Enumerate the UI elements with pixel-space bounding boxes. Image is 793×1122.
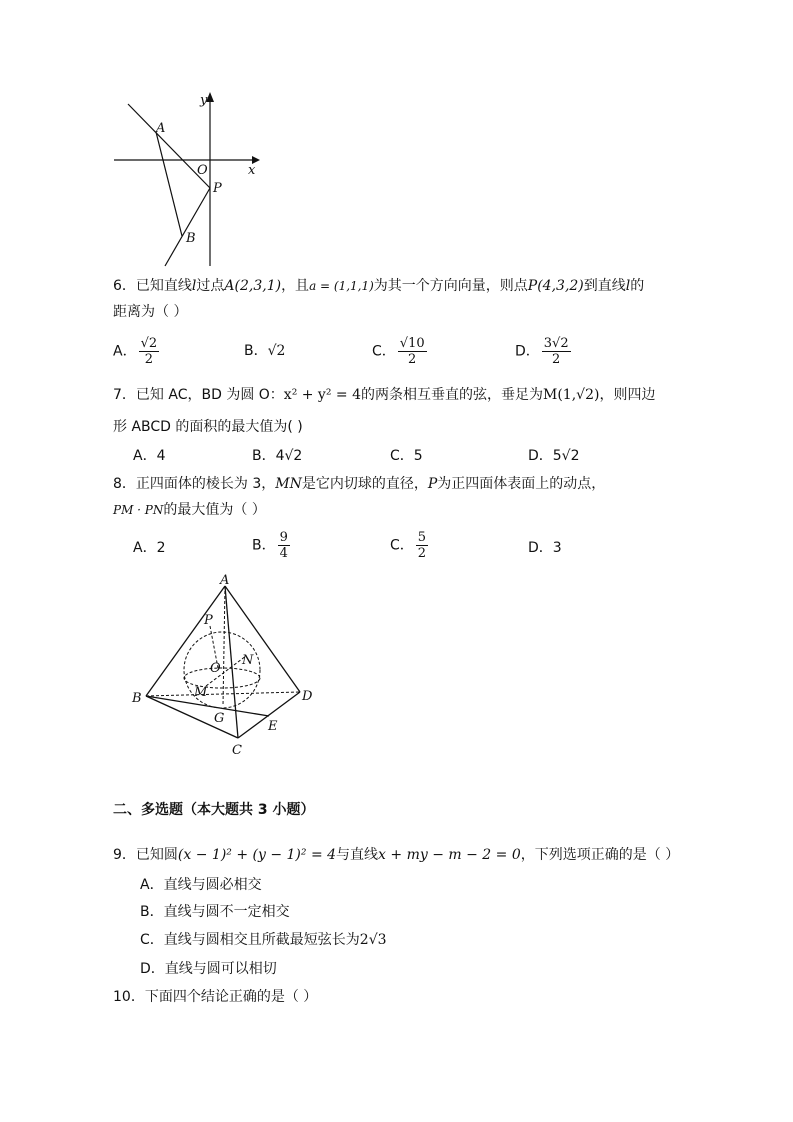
q6-text2: 过点 <box>196 278 225 294</box>
q7-text3: ，则四边 <box>599 387 656 403</box>
q6-option-d-denominator: 2 <box>552 352 561 367</box>
q7-circle-equation: x² + y² = 4 <box>283 387 361 403</box>
q7-text1: 已知 AC，BD 为圆 O： <box>135 387 284 403</box>
q8-option-c-numerator: 5 <box>417 530 427 545</box>
q9-option-a: A．直线与圆必相交 <box>140 877 262 893</box>
q6-text1: 已知直线 <box>135 278 192 294</box>
q6-option-d-fraction <box>542 336 571 367</box>
question-10 <box>113 987 317 1007</box>
q8-option-a: A．2 <box>133 540 166 556</box>
q7-number: 7． <box>113 387 136 403</box>
q8-option-b-denominator: 4 <box>279 546 288 561</box>
label-e: E <box>268 719 278 734</box>
q9-option-d: D．直线与圆可以相切 <box>140 961 277 977</box>
q8-number: 8． <box>113 476 136 492</box>
label-a: A <box>220 573 230 588</box>
q6-option-a-fraction <box>139 336 160 367</box>
q6-option-c <box>372 336 429 367</box>
q8-option-b <box>252 530 292 561</box>
q7-option-a: A．4 <box>133 448 166 464</box>
label-a: A <box>156 121 166 136</box>
q10-number: 10． <box>113 989 145 1005</box>
q7-option-c: C．5 <box>390 448 423 464</box>
q8-option-b-numerator: 9 <box>279 530 288 545</box>
q6-option-c-fraction <box>398 336 427 367</box>
q6-var-l2: l <box>625 278 631 294</box>
q6-text4: 为其一个方向向量，则点 <box>373 278 528 294</box>
q7-text2: 的两条相互垂直的弦，垂足为 <box>361 387 543 403</box>
question-9-line1 <box>113 845 679 865</box>
q9-circle-equation: (x − 1)² + (y − 1)² = 4 <box>177 847 337 863</box>
q8-mn: MN <box>275 476 302 492</box>
label-c: C <box>232 743 242 758</box>
q6-point-a: A(2,3,1) <box>224 278 282 294</box>
label-d: D <box>302 689 313 704</box>
q9-number: 9． <box>113 847 136 863</box>
q6-option-d-label: D． <box>515 343 540 360</box>
q6-option-a-label: A． <box>113 343 137 360</box>
edge-ad <box>225 586 300 692</box>
q8-option-c <box>390 530 430 561</box>
q6-text3: ，且 <box>281 278 310 294</box>
question-7-line2: 形 ABCD 的面积的最大值为( ) <box>113 419 303 435</box>
q8-option-c-denominator: 2 <box>417 546 427 561</box>
q6-option-b-label: B． <box>244 343 268 359</box>
label-p: P <box>213 181 222 196</box>
label-b: B <box>186 231 196 246</box>
q6-option-d <box>515 336 573 367</box>
q6-text6: 的 <box>630 278 645 294</box>
segment-a-b <box>156 132 182 236</box>
q6-option-b <box>244 341 285 361</box>
q6-var-l: l <box>191 278 197 294</box>
q9-option-b: B．直线与圆不一定相交 <box>140 904 290 920</box>
coordinate-figure <box>110 88 270 270</box>
q8-option-d: D．3 <box>528 540 562 556</box>
q8-option-b-label: B． <box>252 537 276 554</box>
line-through-p-b <box>165 188 210 266</box>
tetrahedron-figure <box>128 568 328 760</box>
q9-option-c-text: C．直线与圆相交且所截最短弦长为 <box>140 932 360 948</box>
q6-vector-a: a = (1,1,1) <box>309 279 374 293</box>
q7-point-m: M(1,√2) <box>543 387 600 403</box>
q7-option-b: B．4√2 <box>252 448 303 464</box>
label-m: M <box>194 685 208 700</box>
q8-dot-product: PM · PN <box>113 503 164 517</box>
q9-text2: 与直线 <box>336 847 379 863</box>
line-ag <box>223 586 225 706</box>
q6-point-p: P(4,3,2) <box>527 278 584 294</box>
label-x: x <box>248 163 256 178</box>
q8-option-c-label: C． <box>390 537 414 554</box>
q8-text4: 的最大值为（ ） <box>163 502 266 518</box>
q9-text1: 已知圆 <box>135 847 178 863</box>
section-2-heading: 二、多选题（本大题共 3 小题） <box>113 802 315 818</box>
q9-text3: ，下列选项正确的是（ ） <box>520 847 680 863</box>
question-7-line1 <box>113 385 655 405</box>
question-8-line2 <box>113 500 266 520</box>
q6-option-b-value: √2 <box>267 343 286 359</box>
q6-text5: 到直线 <box>583 278 626 294</box>
q6-option-c-label: C． <box>372 343 396 360</box>
question-8-line1 <box>113 474 605 494</box>
q9-line-equation: x + my − m − 2 = 0 <box>378 847 521 863</box>
line-be <box>146 696 269 716</box>
label-p: P <box>204 613 213 628</box>
label-y: y <box>200 93 208 108</box>
q6-option-a <box>113 336 161 367</box>
q9-option-c-value: 2√3 <box>359 932 387 948</box>
label-o: O <box>197 163 208 178</box>
q8-text2: 是它内切球的直径， <box>301 476 428 492</box>
question-6-line1 <box>113 276 644 296</box>
q8-p: P <box>427 476 438 492</box>
q6-option-a-numerator: √2 <box>140 336 158 351</box>
q6-number: 6． <box>113 278 136 294</box>
q6-option-c-numerator: √10 <box>399 336 425 351</box>
edge-ac <box>225 586 238 738</box>
q8-option-b-fraction <box>278 530 290 561</box>
q10-text: 下面四个结论正确的是（ ） <box>144 989 318 1005</box>
label-n: N <box>242 653 254 668</box>
q6-option-c-denominator: 2 <box>408 352 417 367</box>
q8-text3: 为正四面体表面上的动点， <box>437 476 606 492</box>
q7-option-d: D．5√2 <box>528 448 580 464</box>
q8-option-c-fraction <box>416 530 428 561</box>
q6-option-d-numerator: 3√2 <box>543 336 569 351</box>
label-o: O <box>210 661 221 676</box>
label-g: G <box>214 711 225 726</box>
question-6-line2: 距离为（ ） <box>113 304 188 320</box>
label-b: B <box>132 691 142 706</box>
q6-option-a-denominator: 2 <box>144 352 153 367</box>
q9-option-c <box>140 930 387 950</box>
q8-text1: 正四面体的棱长为 3， <box>135 476 276 492</box>
